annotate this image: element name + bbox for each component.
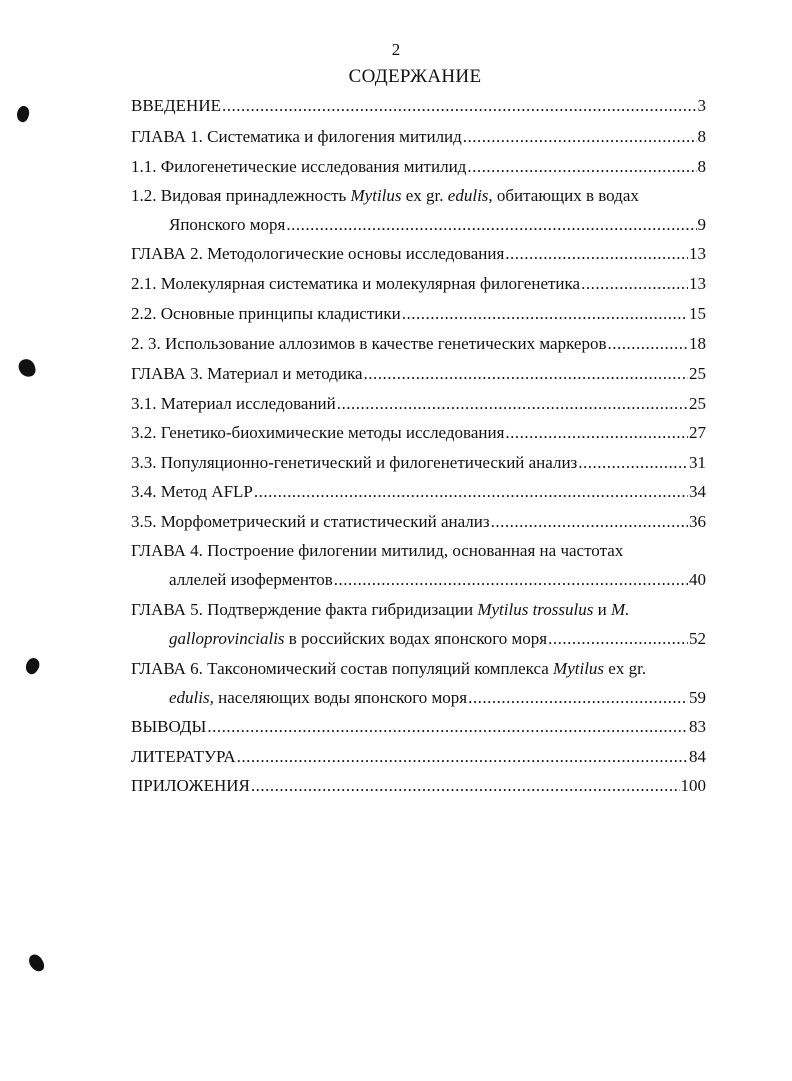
toc-text-part: ГЛАВА 5. Подтверждение факта гибридизации: [131, 600, 478, 619]
toc-page-number: 13: [689, 274, 706, 293]
toc-entry-section-2-2[interactable]: [131, 302, 706, 326]
toc-entry-text: [169, 686, 467, 710]
dot-leader: [334, 568, 688, 592]
toc-text-part: ГЛАВА 3. Материал и методика: [131, 364, 363, 383]
dot-leader: [254, 480, 688, 504]
toc-entry-chapter-4-line-2[interactable]: [169, 568, 706, 592]
dot-leader: [364, 362, 688, 386]
toc-page-number: 25: [689, 394, 706, 413]
toc-text-part: 2.2. Основные принципы кладистики: [131, 304, 401, 323]
toc-page-number: 13: [689, 244, 706, 263]
toc-entry-text: [131, 774, 250, 798]
dot-leader: [505, 242, 688, 266]
toc-entry-text: [131, 242, 504, 266]
dot-leader: [581, 272, 688, 296]
toc-text-part: обитающих в водах: [492, 186, 639, 205]
dot-leader: [548, 627, 688, 651]
dot-leader: [222, 94, 697, 118]
toc-page-number: 83: [689, 717, 706, 736]
toc-entry-text: [131, 94, 221, 118]
toc-entry-text: [131, 510, 490, 534]
toc-page-number: 27: [689, 423, 706, 442]
toc-text-part: 3.2. Генетико-биохимические методы исследования: [131, 423, 505, 442]
toc-entry-section-3-1[interactable]: [131, 392, 706, 416]
dot-leader: [608, 332, 689, 356]
toc-text-part: ВЫВОДЫ: [131, 717, 207, 736]
toc-text-part: аллелей изоферментов: [169, 570, 333, 589]
toc-page-number: 34: [689, 482, 706, 501]
toc-entry-text: [131, 480, 253, 504]
toc-entry-text: [169, 627, 547, 651]
toc-entry-text: [131, 392, 336, 416]
dot-leader: [286, 213, 696, 237]
toc-page-number: 36: [689, 512, 706, 531]
toc-title: СОДЕРЖАНИЕ: [348, 66, 482, 87]
dot-leader: [402, 302, 688, 326]
toc-entry-section-3-4[interactable]: [131, 480, 706, 504]
toc-text-part: 3.4. Метод AFLP: [131, 482, 253, 501]
toc-text-part: 1.1. Филогенетические исследования митилид: [131, 157, 467, 176]
toc-entry-text: [131, 184, 639, 208]
toc-entry-section-1-2-line-2[interactable]: [169, 213, 706, 237]
dot-leader: [251, 774, 680, 798]
toc-text-part: ГЛАВА 6. Таксономический состав популяций комплекса: [131, 659, 554, 678]
toc-page-number: 100: [680, 776, 706, 795]
toc-text-part: 2. 3. Использование аллозимов в качестве генетических маркеров: [131, 334, 607, 353]
toc-text-part-italic: Mytilus: [553, 659, 605, 678]
toc-text-part: ВВЕДЕНИЕ: [131, 96, 221, 115]
toc-entry-text: [131, 421, 504, 445]
toc-entry-chapter-5-line-1[interactable]: [131, 598, 706, 622]
dot-leader: [468, 686, 688, 710]
toc-text-part-italic: Mytilus: [350, 186, 402, 205]
toc-entry-text: [131, 745, 236, 769]
toc-entry-section-2-3[interactable]: [131, 332, 706, 356]
toc-entry-text: [131, 302, 401, 326]
toc-entry-text: [131, 155, 466, 179]
toc-text-part: ex gr.: [401, 186, 448, 205]
toc-page-number: 9: [697, 215, 706, 234]
toc-text-part: ГЛАВА 4. Построение филогении митилид, основанная на частотах: [131, 541, 624, 560]
toc-entry-chapter-2[interactable]: [131, 242, 706, 266]
toc-text-part-italic: galloprovincialis: [169, 629, 285, 648]
toc-entry-text: [169, 213, 285, 237]
toc-page-number: 8: [697, 157, 706, 176]
toc-page-number: 18: [689, 334, 706, 353]
dot-leader: [505, 421, 688, 445]
toc-text-part: 3.5. Морфометрический и статистический анализ: [131, 512, 490, 531]
toc-text-part: Японского моря: [169, 215, 286, 234]
toc-entry-section-3-5[interactable]: [131, 510, 706, 534]
toc-entry-text: [131, 272, 580, 296]
toc-entry-chapter-6-line-2[interactable]: [169, 686, 706, 710]
dot-leader: [578, 451, 688, 475]
toc-entry-section-3-2[interactable]: [131, 421, 706, 445]
toc-entry-section-1-2-line-1[interactable]: [131, 184, 706, 208]
toc-text-part-italic: Mytilus trossulus: [477, 600, 594, 619]
toc-text-part: ex gr.: [604, 659, 647, 678]
toc-entry-text: [131, 451, 577, 475]
toc-text-part-italic: M.: [610, 600, 630, 619]
toc-text-part-italic: edulis,: [447, 186, 493, 205]
toc-page-number: 8: [697, 127, 706, 146]
toc-entry-text: [131, 362, 363, 386]
toc-entry-literature[interactable]: [131, 745, 706, 769]
toc-page-number: 31: [689, 453, 706, 472]
toc-text-part: ГЛАВА 2. Методологические основы исследования: [131, 244, 505, 263]
page-number: 2: [391, 40, 401, 59]
toc-text-part: ГЛАВА 1. Систематика и филогения митилид: [131, 127, 462, 146]
toc-page-number: 52: [689, 629, 706, 648]
toc-text-part: 1.2. Видовая принадлежность: [131, 186, 351, 205]
toc-entry-section-1-1[interactable]: [131, 155, 706, 179]
toc-entry-text: [169, 568, 333, 592]
toc-entry-text: [131, 125, 462, 149]
toc-entry-conclusions[interactable]: [131, 715, 706, 739]
toc-entry-text: [131, 715, 206, 739]
toc-entry-text: [131, 657, 646, 681]
toc-text-part: ПРИЛОЖЕНИЯ: [131, 776, 250, 795]
toc-page-number: 3: [697, 96, 706, 115]
toc-page-number: 40: [689, 570, 706, 589]
dot-leader: [237, 745, 688, 769]
toc-entry-chapter-6-line-1[interactable]: [131, 657, 706, 681]
toc-entry-intro[interactable]: [131, 94, 706, 118]
toc-entry-chapter-3[interactable]: [131, 362, 706, 386]
toc-text-part: 2.1. Молекулярная систематика и молекулярная филогенетика: [131, 274, 581, 293]
dot-leader: [467, 155, 696, 179]
toc-entry-section-3-3[interactable]: [131, 451, 706, 475]
toc-text-part-italic: edulis,: [169, 688, 214, 707]
toc-page-number: 15: [689, 304, 706, 323]
toc-page-number: 25: [689, 364, 706, 383]
toc-text-part: населяющих воды японского моря: [213, 688, 468, 707]
toc-page-number: 84: [689, 747, 706, 766]
toc-entry-text: [131, 539, 623, 563]
dot-leader: [337, 392, 688, 416]
toc-text-part: и: [593, 600, 611, 619]
toc-entry-section-2-1[interactable]: [131, 272, 706, 296]
dot-leader: [463, 125, 697, 149]
dot-leader: [491, 510, 688, 534]
toc-text-part: 3.3. Популяционно-генетический и филогенетический анализ: [131, 453, 578, 472]
toc-entry-chapter-1[interactable]: [131, 125, 706, 149]
toc-text-part: в российских водах японского моря: [284, 629, 548, 648]
toc-text-part: ЛИТЕРАТУРА: [131, 747, 236, 766]
toc-text-part: 3.1. Материал исследований: [131, 394, 336, 413]
toc-entry-appendices[interactable]: [131, 774, 706, 798]
toc-entry-text: [131, 332, 607, 356]
dot-leader: [207, 715, 688, 739]
toc-entry-chapter-5-line-2[interactable]: [169, 627, 706, 651]
toc-page-number: 59: [689, 688, 706, 707]
toc-entry-chapter-4-line-1[interactable]: [131, 539, 706, 563]
toc-entry-text: [131, 598, 629, 622]
